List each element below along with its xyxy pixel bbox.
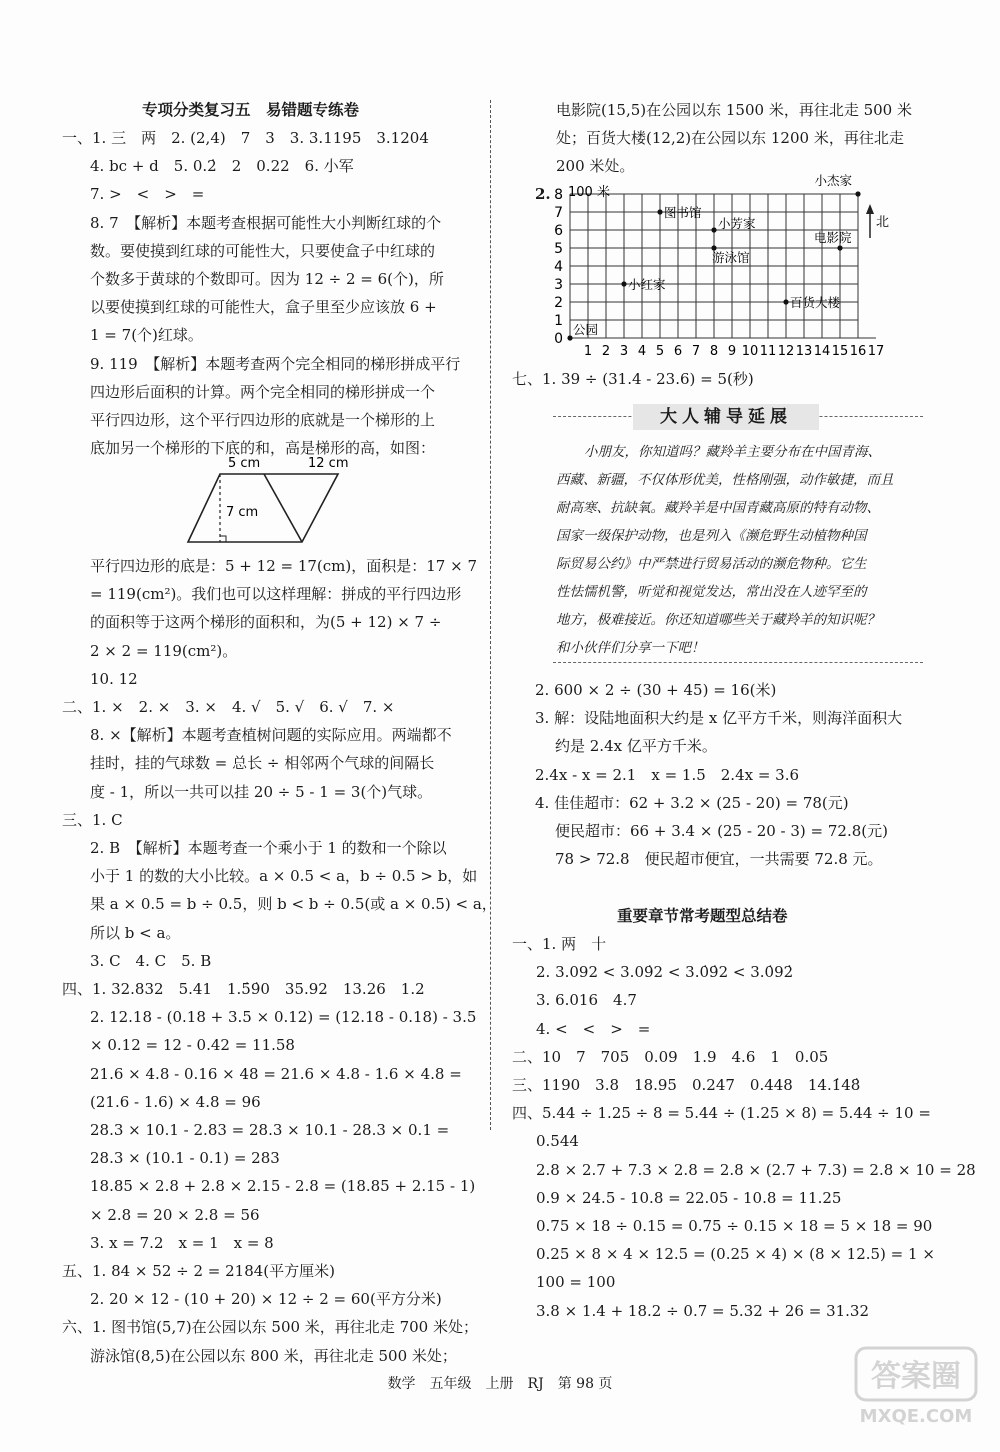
text-line: 际贸易公约》中严禁进行贸易活动的濒危物种。它生 [556,556,867,572]
split-line [264,474,302,542]
text-line: 国家一级保护动物，也是列入《濒危野生动植物种国 [556,528,867,544]
x-tick-label: 6 [673,344,683,359]
trapezoid-figure [188,452,378,552]
north-label: 北 [876,215,890,230]
text-line: 100 = 100 [536,1273,616,1292]
text-line: 平行四边形，这个平行四边形的底就是一个梯形的上 [90,411,436,429]
text-line: 游泳馆(8,5)在公园以东 800 米，再往北走 500 米处； [90,1346,457,1365]
text-line: 4. 佳佳超市：62 + 3.2 × (25 - 20) = 78(元) [535,793,849,812]
question-7: 七、1. 39 ÷ (31.4 - 23.6) = 5(秒) [512,370,754,388]
text-line: 四、1. 32.832 5.41 1.5̇9̇0 35.92 13.26 1.2 [62,980,425,998]
page-footer: 数学 五年级 上册 RJ 第 98 页 [387,1376,613,1392]
text-line: 三、1. C [62,810,123,829]
text-line: 挂时，挂的气球数 = 总长 ÷ 相邻两个气球的间隔长 [90,754,435,773]
text-line: 8. ×【解析】本题考查植树问题的实际应用。两端都不 [90,726,452,745]
text-line: 五、1. 84 × 52 ÷ 2 = 2184(平方厘米) [62,1262,335,1280]
text-line: 1 = 7(个)红球。 [90,326,203,345]
column-divider [490,100,491,1130]
text-line: 3.8 × 1.4 + 18.2 ÷ 0.7 = 5.32 + 26 = 31.32 [536,1301,870,1320]
text-line: 地方，极难接近。你还知道哪些关于藏羚羊的知识呢？ [556,612,880,628]
text-line: 一、1. 两 十 [512,935,607,953]
parallelogram-outline [188,474,338,542]
section-title-left: 专项分类复习五 易错题专练卷 [142,101,360,119]
text-line: 约是 2.4x 亿平方千米。 [555,737,717,756]
text-line: 便民超市：66 + 3.4 × (25 - 20 - 3) = 72.8(元) [555,822,888,840]
x-tick-label: 13 [795,344,813,359]
extend-box-bottom [553,662,923,663]
x-tick-label: 2 [601,344,611,359]
x-tick-label: 4 [637,344,647,359]
text-line: 0.75 × 18 ÷ 0.15 = 0.75 ÷ 0.15 × 18 = 5 × 18 = 90 [536,1217,933,1235]
x-tick-label: 17 [867,344,885,359]
x-tick-label: 7 [691,344,701,359]
x-tick-label: 15 [831,344,849,359]
text-line: 底加另一个梯形的下底的和，高是梯形的高，如图： [90,439,436,458]
text-line: 二、1. × 2. × 3. × 4. √ 5. √ 6. √ 7. × [62,698,395,716]
place-label: 小红家 [628,277,666,292]
label-12cm: 12 cm [308,456,349,471]
text-line: 耐高寒、抗缺氧。藏羚羊是中国青藏高原的特有动物、 [556,500,880,516]
text-line: 2. 20 × 12 - (10 + 20) × 12 ÷ 2 = 60(平方分米) [90,1290,442,1309]
text-line: = 119(cm²)。我们也可以这样理解：拼成的平行四边形 [90,585,462,604]
y-tick-label: 2 [554,295,563,311]
text-line: 一、1. 三 两 2. (2,4) 7 3 3. 3.1195 3.1204 [62,129,429,147]
text-line: 3. x = 7.2 x = 1 x = 8 [90,1233,274,1252]
question-2-label: 2. [535,185,551,203]
text-line: 果 a × 0.5 = b ÷ 0.5，则 b < b ÷ 0.5(或 a × 0.5) < a， [90,895,497,914]
text-line: 小朋友，你知道吗？藏羚羊主要分布在中国青海、 [584,444,881,460]
x-tick-label: 12 [777,344,795,359]
x-tick-label: 14 [813,344,831,359]
place-label: 小芳家 [718,216,756,231]
x-tick-label: 5 [655,344,665,359]
text-line: 数。要使摸到红球的可能性大，只要使盒子中红球的 [90,241,436,260]
y-tick-label: 3 [554,277,563,293]
text-line: 28.3 × (10.1 - 0.1) = 283 [90,1149,280,1168]
y-tick-label: 6 [554,223,563,239]
x-tick-label: 8 [709,344,719,359]
text-line: 7. > < > = [90,185,205,204]
text-line: 21.6 × 4.8 - 0.16 × 48 = 21.6 × 4.8 - 1.6 × 4.8 = [90,1064,462,1083]
x-tick-label: 1 [583,344,593,359]
place-point [567,335,572,340]
text-line: 3. 解：设陆地面积大约是 x 亿平方千米，则海洋面积大 [535,709,903,728]
text-line: 2.4x - x = 2.1 x = 1.5 2.4x = 3.6 [535,765,800,784]
text-line: 2 × 2 = 119(cm²)。 [90,641,238,660]
text-line: 个数多于黄球的个数即可。因为 12 ÷ 2 = 6(个)，所 [90,270,444,288]
text-line: 电影院(15,5)在公园以东 1500 米，再往北走 500 米 [556,101,912,119]
place-label: 游泳馆 [712,250,750,265]
x-tick-label: 10 [741,344,759,359]
text-line: 3. C 4. C 5. B [90,951,212,970]
text-line: 四边形后面积的计算。两个完全相同的梯形拼成一个 [90,382,436,401]
label-7cm: 7 cm [226,505,259,520]
watermark-logo [854,1346,978,1430]
extend-title: 大人辅导延展 [633,404,819,430]
place-label: 公园 [573,322,599,337]
place-point [621,281,626,286]
grid-unit-label: 100 米 [568,185,610,200]
text-line: 18.85 × 2.8 + 2.8 × 2.15 - 2.8 = (18.85 + 2.15 - 1) [90,1177,476,1196]
text-line: 28.3 × 10.1 - 2.83 = 28.3 × 10.1 - 28.3 × 0.1 = [90,1121,450,1139]
text-line: 和小伙伴们分享一下吧！ [556,640,705,656]
text-line: 200 米处。 [556,157,635,175]
text-line: 小于 1 的数的大小比较。a × 0.5 < a，b ÷ 0.5 > b，如 [90,867,478,886]
x-tick-label: 16 [849,344,867,359]
place-point [783,299,788,304]
text-line: (21.6 - 1.6) × 4.8 = 96 [90,1092,261,1111]
text-line: × 0.12 = 12 - 0.42 = 11.58 [90,1036,295,1055]
right-angle-mark [220,536,226,542]
place-label: 图书馆 [664,205,702,220]
x-tick-label: 9 [727,344,737,359]
text-line: 西藏、新疆，不仅体形优美，性格刚强，动作敏捷，而且 [556,472,894,488]
y-tick-label: 8 [554,187,563,203]
text-line: 3. 6.016 4.7 [536,991,637,1010]
place-label: 百货大楼 [790,295,841,310]
text-line: 度 - 1，所以一共可以挂 20 ÷ 5 - 1 = 3(个)气球。 [90,782,433,801]
place-label: 电影院 [814,230,852,245]
text-line: 4. < < > = [536,1019,651,1038]
text-line: 4. bc + d 5. 0.2̇ 2 0.22 6. 小军 [90,157,354,176]
text-line: 2. B 【解析】本题考查一个乘小于 1 的数和一个除以 [90,839,447,857]
text-line: 2.8 × 2.7 + 7.3 × 2.8 = 2.8 × (2.7 + 7.3) = 2.8 × 10 = 28 [536,1160,976,1179]
place-point [855,191,860,196]
text-line: 以要使摸到红球的可能性大，盒子里至少应该放 6 + [90,298,437,317]
svg-text:答案圈: 答案圈 [871,1359,961,1394]
text-line: 10. 12 [90,669,138,688]
text-line: 所以 b < a。 [90,923,181,942]
text-line: 2. 600 × 2 ÷ (30 + 45) = 16(米) [535,681,777,699]
x-tick-label: 11 [759,344,777,359]
section-title-right: 重要章节常考题型总结卷 [617,907,788,925]
text-line: 三、1190 3.8 18.95 0.247 0.448 14.1̇48̇ [512,1076,861,1094]
coordinate-grid [548,173,893,359]
north-arrow-head [866,204,874,214]
place-label: 小杰家 [814,173,852,188]
y-tick-label: 0 [554,331,563,347]
text-line: 2. 3.092 < 3.09̇2 < 3.0̇9̇2 < 3.0̇92̇ [536,963,794,982]
text-line: 性怯懦机警，听觉和视觉发达，常出没在人迹罕至的 [556,584,867,600]
text-line: 0.9 × 24.5 - 10.8 = 22.05 - 10.8 = 11.25 [536,1188,842,1207]
text-line: 9. 119 【解析】本题考查两个完全相同的梯形拼成平行 [90,354,461,373]
text-line: 2. 12.18 - (0.18 + 3.5 × 0.12) = (12.18 - 0.18) - 3.5 [90,1008,477,1027]
text-line: × 2.8 = 20 × 2.8 = 56 [90,1205,260,1224]
y-tick-label: 7 [554,205,563,221]
text-line: 8. 7 【解析】本题考查根据可能性大小判断红球的个 [90,213,442,232]
y-tick-label: 5 [554,241,563,257]
place-point [837,245,842,250]
place-point [657,209,662,214]
x-tick-label: 3 [619,344,629,359]
text-line: 六、1. 图书馆(5,7)在公园以东 500 米，再往北走 700 米处； [62,1318,478,1337]
text-line: 的面积等于这两个梯形的面积和，为(5 + 12) × 7 ÷ [90,613,442,632]
text-line: 0.25 × 8 × 4 × 12.5 = (0.25 × 4) × (8 × 12.5) = 1 × [536,1245,935,1264]
text-line: 78 > 72.8 便民超市便宜，一共需要 72.8 元。 [555,850,883,869]
text-line: 平行四边形的底是：5 + 12 = 17(cm)，面积是：17 × 7 [90,557,477,575]
text-line: 处；百货大楼(12,2)在公园以东 1200 米，再往北走 [556,129,904,147]
text-line: 0.544 [536,1132,579,1151]
y-tick-label: 1 [554,313,563,329]
label-5cm: 5 cm [228,456,261,471]
svg-text:MXQE.COM: MXQE.COM [859,1406,973,1427]
text-line: 二、10 7 705 0.09 1.9 4.6 1 0.05 [512,1047,829,1066]
place-point [711,227,716,232]
text-line: 四、5.44 ÷ 1.25 ÷ 8 = 5.44 ÷ (1.25 × 8) = 5.44 ÷ 10 = [512,1104,931,1123]
y-tick-label: 4 [554,259,563,275]
